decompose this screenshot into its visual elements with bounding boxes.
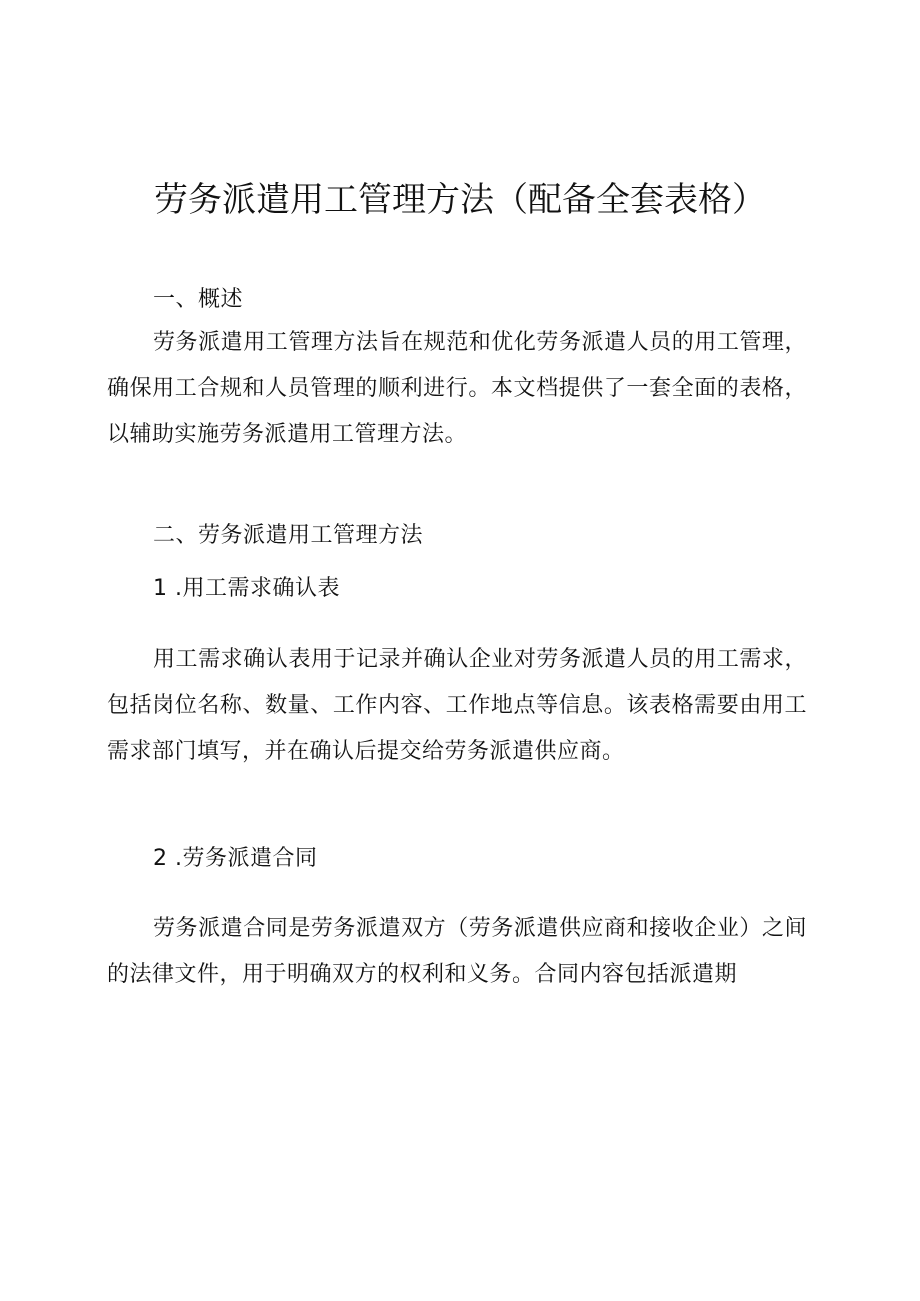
demand-form-paragraph: 用工需求确认表用于记录并确认企业对劳务派遣人员的用工需求，包括岗位名称、数量、工作内容、工作地点等信息。该表格需要由用工需求部门填写，并在确认后提交给劳务派遣供应商。 (107, 647, 807, 764)
subsection-heading-demand-form: 1 .用工需求确认表 (153, 576, 340, 601)
document-title: 劳务派遣用工管理方法（配备全套表格） (154, 180, 766, 220)
overview-paragraph: 劳务派遣用工管理方法旨在规范和优化劳务派遣人员的用工管理，确保用工合规和人员管理的顺利进行。本文档提供了一套全面的表格，以辅助实施劳务派遣用工管理方法。 (107, 330, 807, 447)
subsection-heading-contract: 2 .劳务派遣合同 (153, 846, 318, 871)
contract-paragraph: 劳务派遣合同是劳务派遣双方（劳务派遣供应商和接收企业）之间的法律文件，用于明确双方的权利和义务。合同内容包括派遣期 (107, 916, 807, 987)
section-heading-methods: 二、劳务派遣用工管理方法 (153, 523, 424, 548)
section-heading-overview: 一、概述 (153, 287, 244, 312)
